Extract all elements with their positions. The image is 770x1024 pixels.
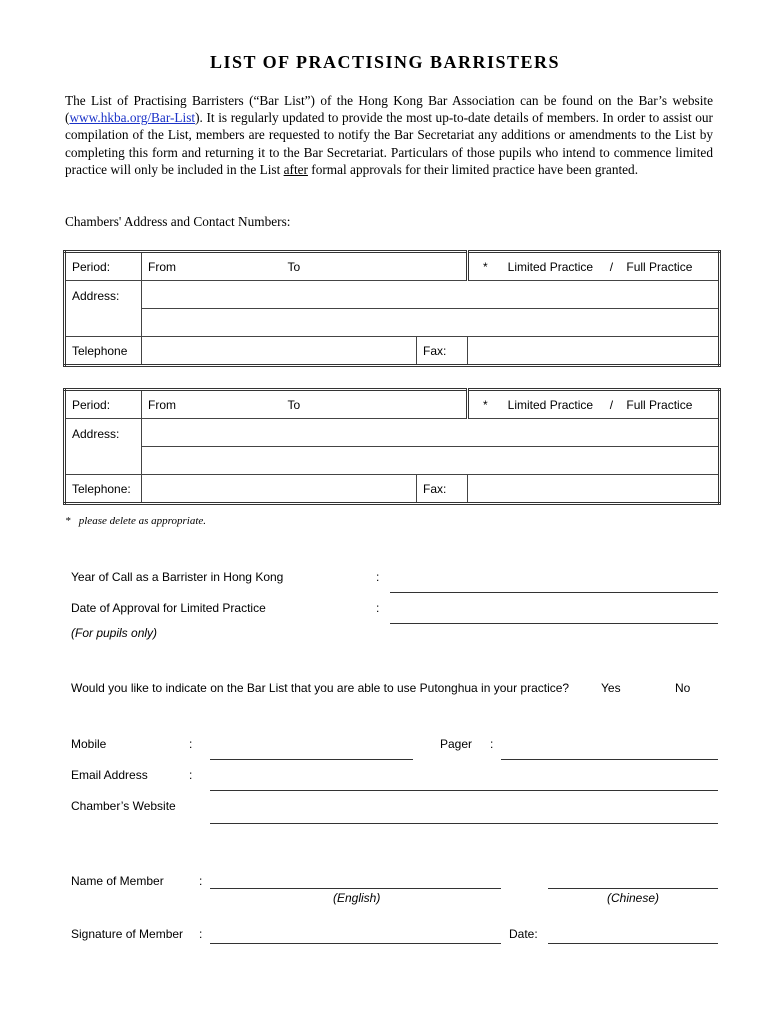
pager-label: Pager — [440, 737, 473, 751]
intro-text-3: formal approvals for their limited practice have been granted. — [307, 161, 639, 177]
colon: : — [189, 768, 193, 782]
fax-label: Fax: — [417, 475, 468, 504]
fax-field[interactable] — [468, 475, 720, 504]
email-label: Email Address — [71, 768, 148, 782]
email-field[interactable] — [210, 790, 718, 791]
signature-field[interactable] — [210, 943, 501, 944]
pager-field[interactable] — [501, 759, 718, 760]
address-line-1-field[interactable] — [142, 281, 720, 309]
putonghua-no-option[interactable]: No — [675, 681, 691, 695]
date-label: Date: — [509, 927, 538, 941]
address-label: Address: — [65, 281, 142, 337]
period-to-label: To — [287, 259, 301, 274]
intro-after-underlined: after — [283, 161, 308, 177]
chambers-block-2 — [63, 388, 721, 505]
fax-field[interactable] — [468, 337, 720, 366]
period-range-field[interactable] — [142, 252, 468, 281]
period-range-field[interactable] — [142, 390, 468, 419]
period-label: Period: — [65, 252, 142, 281]
colon: : — [376, 570, 380, 584]
practice-type-option[interactable]: * Limited Practice / Full Practice — [468, 252, 720, 281]
colon: : — [199, 874, 203, 888]
address-label: Address: — [65, 419, 142, 475]
name-label: Name of Member — [71, 874, 164, 888]
address-line-1-field[interactable] — [142, 419, 720, 447]
putonghua-question: Would you like to indicate on the Bar List that you are able to use Putonghua in your practice? — [71, 681, 570, 695]
mobile-field[interactable] — [210, 759, 413, 760]
chambers-block-1 — [63, 250, 721, 367]
year-of-call-field[interactable] — [390, 592, 718, 593]
address-line-2-field[interactable] — [142, 447, 720, 475]
telephone-label: Telephone — [65, 337, 142, 366]
chinese-caption: (Chinese) — [607, 891, 660, 905]
period-to-label: To — [287, 397, 301, 412]
date-approval-label: Date of Approval for Limited Practice — [71, 601, 266, 615]
putonghua-yes-option[interactable]: Yes — [601, 681, 621, 695]
colon: : — [189, 737, 193, 751]
colon: : — [376, 601, 380, 615]
telephone-label: Telephone: — [65, 475, 142, 504]
intro-text-1: The List of Practising Barristers (“Bar List”) of the Hong Kong Bar Association can be found on the Bar’s website ( — [65, 93, 713, 126]
period-label: Period: — [65, 390, 142, 419]
intro-paragraph — [65, 92, 713, 178]
page-title: LIST OF PRACTISING BARRISTERS — [209, 52, 561, 72]
address-line-2-field[interactable] — [142, 309, 720, 337]
bar-list-link[interactable]: www.hkba.org/Bar-List — [69, 110, 196, 126]
fax-label: Fax: — [417, 337, 468, 366]
period-from-label: From — [148, 259, 176, 274]
colon: : — [199, 927, 203, 941]
year-of-call-label: Year of Call as a Barrister in Hong Kong — [71, 570, 284, 584]
colon: : — [490, 737, 494, 751]
name-chinese-field[interactable] — [548, 888, 718, 889]
date-field[interactable] — [548, 943, 718, 944]
intro-text-2: ). It is regularly updated to provide the most up-to-date details of members. In order to assist our compilation of the List, members are requested to notify the Bar Secretariat any additions or amendments to the List by completing this form and returning it to the Bar Secretariat. Particulars of those pupils who intend to commence limited practice will only be included in the List — [65, 110, 713, 177]
chambers-section-heading: Chambers' Address and Contact Numbers: — [65, 214, 291, 229]
mobile-label: Mobile — [71, 737, 107, 751]
practice-type-option[interactable]: * Limited Practice / Full Practice — [468, 390, 720, 419]
website-label: Chamber’s Website — [71, 799, 176, 813]
period-from-label: From — [148, 397, 176, 412]
for-pupils-note: (For pupils only) — [71, 626, 158, 640]
delete-note: * please delete as appropriate. — [65, 515, 207, 527]
signature-label: Signature of Member — [71, 927, 184, 941]
english-caption: (English) — [333, 891, 381, 905]
website-field[interactable] — [210, 823, 718, 824]
date-approval-field[interactable] — [390, 623, 718, 624]
name-english-field[interactable] — [210, 888, 501, 889]
telephone-field[interactable] — [142, 337, 417, 366]
telephone-field[interactable] — [142, 475, 417, 504]
